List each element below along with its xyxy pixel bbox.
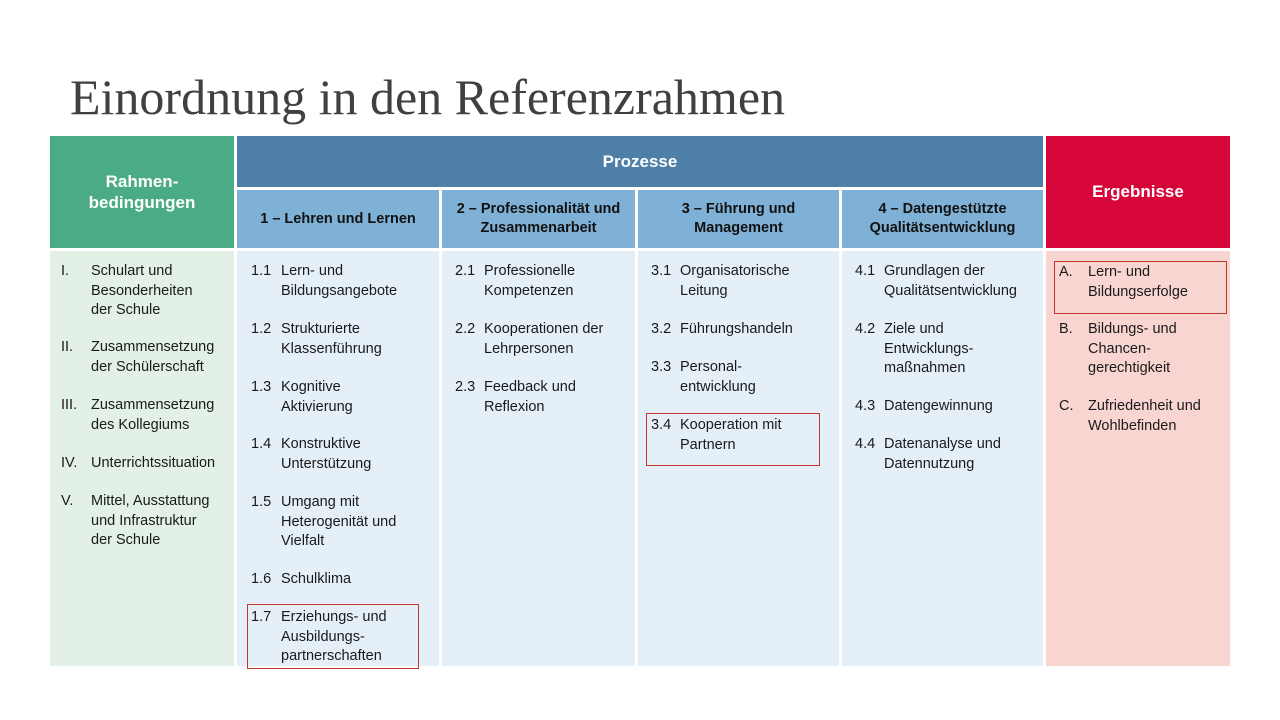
item-text: Qualitätsentwicklung bbox=[884, 282, 1017, 299]
subheader-professionalitaet bbox=[442, 190, 635, 248]
item-number: 2.2 bbox=[455, 321, 476, 337]
item-text: Grundlagen der bbox=[884, 263, 985, 279]
item-number: V. bbox=[61, 493, 74, 509]
highlight-box-a bbox=[1054, 261, 1227, 314]
item-text: partnerschaften bbox=[281, 648, 382, 664]
item-text: Kognitive bbox=[281, 379, 341, 395]
item-text: Ausbildungs- bbox=[281, 628, 365, 645]
item-text: gerechtigkeit bbox=[1088, 360, 1171, 376]
item-text: Bildungs- und bbox=[1088, 321, 1177, 337]
item-text: Kooperation mit bbox=[680, 417, 782, 433]
subheader3-line2: Management bbox=[694, 220, 783, 236]
item-text: Kooperationen der bbox=[484, 321, 604, 337]
item-text: Personal- bbox=[680, 359, 743, 375]
item-number: IV. bbox=[61, 455, 78, 471]
item-text: und Infrastruktur bbox=[91, 512, 197, 529]
item-text: Unterstützung bbox=[281, 455, 372, 472]
subheader3-line1: 3 – Führung und bbox=[681, 201, 796, 217]
item-text: der Schule bbox=[91, 302, 161, 318]
page-title: Einordnung in den Referenzrahmen bbox=[70, 69, 786, 125]
item-text: Besonderheiten bbox=[91, 282, 193, 299]
item-number: 1.5 bbox=[251, 494, 272, 510]
item-text: Schulklima bbox=[281, 571, 352, 587]
item-text: Partnern bbox=[680, 436, 736, 453]
item-number: 1.3 bbox=[251, 379, 272, 395]
item-number: 2.3 bbox=[455, 379, 476, 395]
item-text: Mittel, Ausstattung bbox=[91, 493, 210, 509]
item-number: 1.4 bbox=[251, 436, 272, 452]
subheader4-line2: Qualitätsentwicklung bbox=[869, 220, 1016, 236]
item-text: Datenanalyse und bbox=[884, 436, 1001, 452]
item-number: 1.2 bbox=[251, 321, 272, 337]
item-number: III. bbox=[61, 397, 78, 413]
item-text: entwicklung bbox=[680, 378, 756, 395]
item-number: I. bbox=[61, 263, 70, 279]
item-text: maßnahmen bbox=[884, 360, 966, 376]
item-text: Lern- und bbox=[1088, 264, 1151, 280]
item-text: des Kollegiums bbox=[91, 416, 190, 433]
item-text: Schulart und bbox=[91, 263, 173, 279]
item-text: Organisatorische bbox=[680, 263, 790, 279]
item-text: Konstruktive bbox=[281, 436, 361, 452]
item-number: 1.6 bbox=[251, 571, 272, 587]
item-text: Lehrpersonen bbox=[484, 340, 574, 357]
item-number: 3.1 bbox=[651, 263, 672, 279]
item-text: Chancen- bbox=[1088, 340, 1151, 357]
header-rahmen-line1: Rahmen- bbox=[105, 172, 179, 191]
highlight-box-1-7 bbox=[247, 604, 419, 669]
item-number: C. bbox=[1059, 398, 1074, 414]
item-text: Wohlbefinden bbox=[1088, 417, 1177, 434]
item-text: Bildungserfolge bbox=[1088, 283, 1188, 300]
item-text: Lern- und bbox=[281, 263, 344, 279]
item-text: Datengewinnung bbox=[884, 398, 993, 414]
item-text: Heterogenität und bbox=[281, 513, 397, 530]
subheader-fuehrung bbox=[638, 190, 839, 248]
subheader4-line1: 4 – Datengestützte bbox=[878, 201, 1007, 217]
item-number: 1.1 bbox=[251, 263, 272, 279]
item-text: Zusammensetzung bbox=[91, 397, 215, 413]
item-text: Führungshandeln bbox=[680, 321, 793, 337]
item-number: 4.3 bbox=[855, 398, 876, 414]
item-number: 3.4 bbox=[651, 417, 672, 433]
subheader2-line1: 2 – Professionalität und bbox=[456, 201, 621, 217]
item-text: der Schule bbox=[91, 532, 161, 548]
highlight-box-3-4 bbox=[646, 413, 820, 466]
item-text: Reflexion bbox=[484, 398, 545, 415]
item-number: 3.2 bbox=[651, 321, 672, 337]
item-text: Umgang mit bbox=[281, 494, 360, 510]
item-text: Erziehungs- und bbox=[281, 609, 387, 625]
item-number: 3.3 bbox=[651, 359, 672, 375]
item-number: 2.1 bbox=[455, 263, 476, 279]
subheader2-line2: Zusammenarbeit bbox=[480, 220, 597, 236]
item-text: Entwicklungs- bbox=[884, 340, 974, 357]
item-number: 4.4 bbox=[855, 436, 876, 452]
item-number: 1.7 bbox=[251, 609, 272, 625]
item-number: B. bbox=[1059, 321, 1073, 337]
item-text: Aktivierung bbox=[281, 398, 353, 415]
item-text: Zusammensetzung bbox=[91, 339, 215, 355]
header-ergebnisse: Ergebnisse bbox=[1046, 136, 1230, 248]
subheader-datengestuetzt bbox=[842, 190, 1043, 248]
item-text: Bildungsangebote bbox=[281, 282, 398, 299]
item-text: Strukturierte bbox=[281, 321, 360, 337]
item-text: Datennutzung bbox=[884, 455, 975, 472]
item-text: Vielfalt bbox=[281, 533, 325, 549]
header-rahmenbedingungen bbox=[50, 136, 234, 248]
item-text: Kompetenzen bbox=[484, 282, 574, 299]
column-professionalitaet bbox=[442, 251, 635, 666]
item-text: Klassenführung bbox=[281, 340, 382, 357]
item-number: 4.1 bbox=[855, 263, 876, 279]
subheader-lehren-lernen: 1 – Lehren und Lernen bbox=[237, 190, 439, 248]
item-text: Leitung bbox=[680, 282, 728, 299]
item-text: Zufriedenheit und bbox=[1088, 398, 1201, 414]
header-prozesse: Prozesse bbox=[237, 136, 1043, 187]
item-number: A. bbox=[1059, 264, 1073, 280]
item-number: II. bbox=[61, 339, 74, 355]
item-number: 4.2 bbox=[855, 321, 876, 337]
header-rahmen-line2: bedingungen bbox=[88, 193, 196, 212]
item-text: Ziele und bbox=[884, 321, 944, 337]
item-text: Feedback und bbox=[484, 379, 576, 395]
item-text: Professionelle bbox=[484, 263, 576, 279]
item-text: Unterrichtssituation bbox=[91, 455, 216, 471]
item-text: der Schülerschaft bbox=[91, 358, 204, 375]
